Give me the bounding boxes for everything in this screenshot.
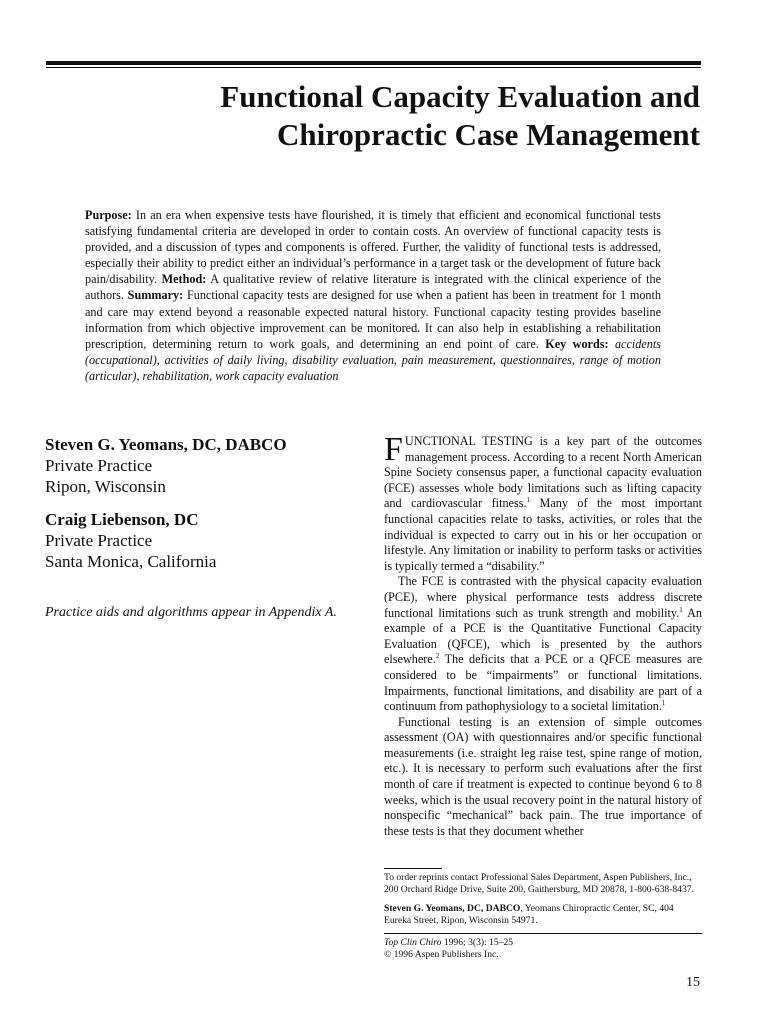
journal-citation: Top Clin Chiro 1996; 3(3): 15–25 — [384, 937, 514, 949]
author-affiliations — [45, 434, 365, 635]
footnotes — [384, 872, 702, 962]
reference-marker: 1 — [526, 496, 530, 505]
author-name: Steven G. Yeomans, DC, DABCO — [45, 435, 287, 454]
summary-text: Functional capacity tests are designed for use when a patient has been in treatment for 1 month and care may extend beyond a reasonable expected natural history. Functional capacity testing provides baseline information from which objective improvement can be monitored. It can also help in establishing a rehabilitation prescription, determining return to work goals, and determining an end point of care. — [85, 288, 661, 351]
abstract — [85, 207, 661, 384]
author-name: Craig Liebenson, DC — [45, 510, 199, 529]
method-label: Method: — [161, 272, 207, 287]
article-title — [140, 78, 700, 154]
title-line-2: Chiropractic Case Management — [276, 117, 700, 152]
copyright-line: © 1996 Aspen Publishers Inc. — [384, 949, 499, 961]
keywords-text: accidents (occupational), activities of daily living, disability evaluation, pain measurement, questionnaires, range of motion (articular), rehabilitation, work capacity evaluation — [85, 336, 661, 383]
citation-rule — [384, 933, 702, 934]
reference-marker: 2 — [435, 652, 440, 661]
reference-marker: 1 — [679, 605, 683, 614]
author-2 — [45, 509, 365, 572]
practice-aids-note: Practice aids and algorithms appear in Appendix A. — [45, 605, 337, 620]
author-practice: Private Practice — [45, 456, 153, 475]
author-1 — [45, 434, 365, 497]
method-text: A qualitative review of relative literature is integrated with the clinical experience of the authors. — [85, 272, 661, 303]
reprints-note: To order reprints contact Professional Sales Department, Aspen Publishers, Inc., 200 Orchard Ridge Drive, Suite 200, Gaithersburg, MD 20878, 1-800-638-8437. — [384, 872, 694, 896]
title-line-1: Functional Capacity Evaluation and — [220, 79, 700, 114]
correspondence-note: Steven G. Yeomans, DC, DABCO, Yeomans Chiropractic Center, SC, 404 Eureka Street, Ripon, Wisconsin 54971. — [384, 902, 674, 926]
page-number: 15 — [686, 975, 700, 990]
author-location: Ripon, Wisconsin — [45, 477, 166, 496]
body-paragraph-1: FUNCTIONAL TESTING is a key part of the outcomes management process. According to a recent North American Spine Society consensus paper, a functional capacity evaluation (FCE) assesses whole body limitations such as lifting capacity and cardiovascular fitness.$^1$ Many of the most important functional capacities relate to tasks, activities, or roles that the individual is expected to carry out in his or her occupation or lifestyle. Any limitation or inability to perform tasks or activities is typically termed a “disability.” — [384, 431, 702, 573]
drop-cap: F — [384, 431, 403, 468]
body-paragraph-3: Functional testing is an extension of simple outcomes assessment (OA) with questionnaires and/or specific functional measurements (i.e. straight leg raise test, spine range of motion, etc.). It is necessary to perform such evaluations after the first month of care if treatment is expected to continue beyond 6 to 8 weeks, which is the usual recovery point in the natural history of nonspecific “mechanical” back pain. The true importance of these tests is that they document whether — [384, 714, 702, 838]
body-text-column — [384, 431, 702, 839]
author-practice: Private Practice — [45, 531, 153, 550]
header-rule-thin — [46, 67, 701, 68]
author-location: Santa Monica, California — [45, 552, 217, 571]
purpose-text: In an era when expensive tests have flourished, it is timely that efficient and economical functional tests satisfying fundamental criteria are developed in order to contain costs. An overview of functional capacity tests is provided, and a discussion of types and components is offered. Further, the validity of functional tests is addressed, especially their ability to predict either an individual’s performance in a target task or the development of future back pain/disability. — [85, 208, 661, 287]
summary-label: Summary: — [127, 288, 184, 303]
purpose-label: Purpose: — [85, 208, 132, 222]
reference-marker: 1 — [661, 699, 666, 708]
keywords-label: Key words: — [545, 336, 609, 351]
header-rule-thick — [46, 61, 701, 65]
body-paragraph-2: The FCE is contrasted with the physical capacity evaluation (PCE), where physical performance tests address discrete functional limitations such as trunk strength and mobility.$^1$ An example of a PCE is the Quantitative Functional Capacity Evaluation (QFCE), which is presented by the authors elsewhere.$^2$ The deficits that a PCE or a QFCE measures are considered to be “impairments” or functional limitations. Impairments, functional limitations, and disability are part of a continuum from pathophysiology to a societal limitation.$^1$ — [384, 574, 702, 714]
footnote-rule — [384, 868, 442, 869]
